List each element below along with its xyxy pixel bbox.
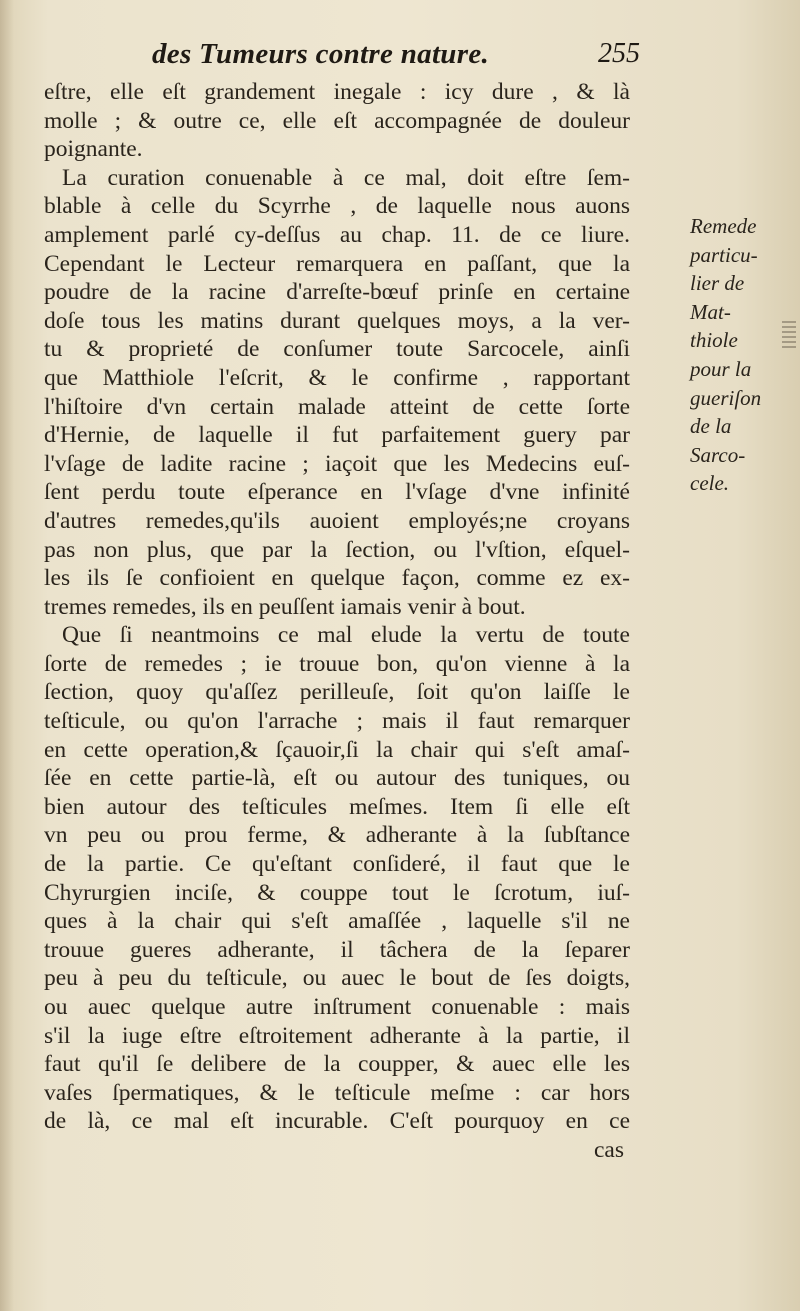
margin-note-line: thiole	[690, 328, 738, 353]
text-line: de là, ce mal eſt incurable. C'eſt pourquoy en ce	[44, 1108, 630, 1135]
text-line: Chyrurgien inciſe, & couppe tout le ſcrotum, iuſ-	[44, 879, 630, 906]
text-line: ſée en cette partie-là, eſt ou autour des tuniques, ou	[44, 765, 630, 792]
text-line: faut qu'il ſe delibere de la coupper, & auec elle les	[44, 1051, 630, 1078]
text-line: ou auec quelque autre inſtrument conuenable : mais	[44, 994, 630, 1020]
body-text	[44, 78, 630, 1165]
text-line: blable à celle du Scyrrhe , de laquelle nous auons	[44, 193, 630, 220]
text-line: La curation conuenable à ce mal, doit eſtre ſem-	[62, 164, 630, 191]
text-line: ſection, quoy qu'aſſez perilleuſe, ſoit qu'on laiſſe le	[44, 679, 630, 706]
running-title: des Tumeurs contre nature.	[152, 38, 490, 70]
text-line: trouue gueres adherante, il tâchera de la ſeparer	[44, 936, 630, 963]
text-line: amplement parlé cy-deſſus au chap. 11. de ce liure.	[44, 221, 630, 248]
text-line: ſorte de remedes ; ie trouue bon, qu'on vienne à la	[44, 650, 630, 677]
text-line: ſent perdu toute eſperance en l'vſage d'vne infinité	[44, 479, 630, 506]
text-line: doſe tous les matins durant quelques moys, a la ver-	[44, 307, 630, 334]
text-line: que Matthiole l'eſcrit, & le confirme , rapportant	[44, 364, 630, 391]
text-line: de la partie. Ce qu'eſtant conſideré, il faut que le	[44, 851, 630, 878]
text-line: d'Hernie, de laquelle il fut parfaitement guery par	[44, 422, 630, 449]
text-line: poudre de la racine d'arreſte-bœuf prinſe en certaine	[44, 279, 630, 306]
page-edge-mark	[782, 318, 796, 348]
margin-note-line: gueriſon	[690, 385, 762, 410]
margin-note-line: de la	[690, 414, 732, 439]
margin-note-line: particu-	[690, 242, 758, 267]
text-line: tu & proprieté de conſumer toute Sarcocele, ainſi	[44, 336, 630, 363]
text-line: s'il la iuge eſtre eſtroitement adherante à la partie, il	[44, 1022, 630, 1049]
margin-note	[690, 212, 790, 498]
text-line: vn peu ou prou ferme, & adherante à la ſubſtance	[44, 822, 630, 849]
page-number: 255	[598, 38, 640, 69]
text-line: poignante.	[44, 136, 143, 163]
text-line: tremes remedes, ils en peuſſent iamais venir à bout.	[44, 593, 526, 620]
margin-note-line: Sarco-	[690, 442, 746, 467]
margin-note-line: Remede	[690, 214, 757, 238]
text-line: vaſes ſpermatiques, & le teſticule meſme : car hors	[44, 1079, 630, 1106]
margin-note-line: Mat-	[690, 299, 731, 324]
text-line: pas non plus, que par la ſection, ou l'vſtion, eſquel-	[44, 536, 630, 563]
text-line: eſtre, elle eſt grandement inegale : icy dure , & là	[44, 79, 630, 105]
text-line: ques à la chair qui s'eſt amaſſée , laquelle s'il ne	[44, 908, 630, 935]
text-line: d'autres remedes,qu'ils auoient employés;ne croyans	[44, 507, 630, 534]
margin-note-line: lier de	[690, 271, 745, 296]
text-line: l'hiſtoire d'vn certain malade atteint de cette ſorte	[44, 393, 630, 420]
page-header	[140, 30, 640, 80]
catchword: cas	[593, 1136, 624, 1163]
margin-note-line: cele.	[690, 471, 730, 496]
text-line: bien autour des teſticules meſmes. Item ſi elle eſt	[44, 793, 630, 820]
text-line: peu à peu du teſticule, ou auec le bout de ſes doigts,	[44, 965, 630, 992]
text-line: Cependant le Lecteur remarquera en paſſant, que la	[44, 250, 630, 277]
text-line: Que ſi neantmoins ce mal elude la vertu de toute	[62, 622, 630, 649]
margin-note-line: pour la	[690, 356, 752, 381]
text-line: molle ; & outre ce, elle eſt accompagnée de douleur	[44, 107, 630, 134]
text-line: les ils ſe confioient en quelque façon, comme ez ex-	[44, 565, 630, 592]
text-line: teſticule, ou qu'on l'arrache ; mais il faut remarquer	[44, 708, 630, 735]
text-line: l'vſage de ladite racine ; iaçoit que les Medecins euſ-	[44, 450, 630, 477]
text-line: en cette operation,& ſçauoir,ſi la chair qui s'eſt amaſ-	[44, 736, 630, 763]
